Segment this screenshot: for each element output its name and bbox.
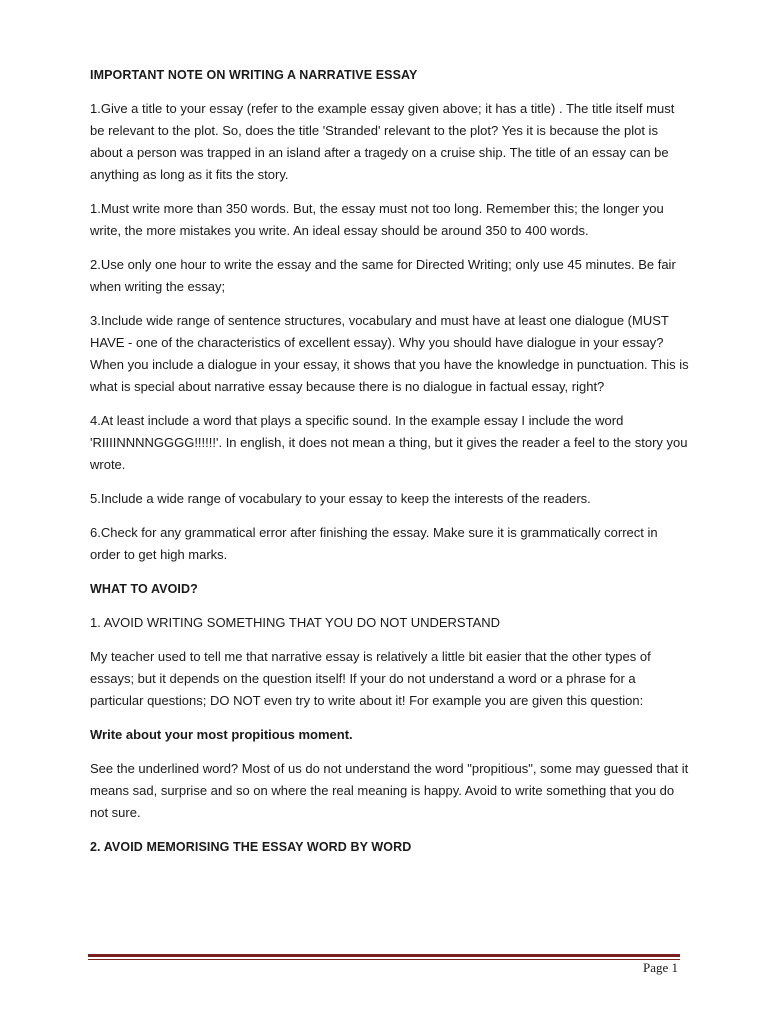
- paragraph-vocabulary: 5.Include a wide range of vocabulary to your essay to keep the interests of the readers.: [90, 491, 591, 506]
- avoid-item-2: 2. AVOID MEMORISING THE ESSAY WORD BY WORD: [90, 840, 412, 854]
- avoid-item-1: 1. AVOID WRITING SOMETHING THAT YOU DO NOT UNDERSTAND: [90, 615, 501, 630]
- example-question: Write about your most propitious moment.: [90, 727, 353, 742]
- paragraph-time-limit: 2.Use only one hour to write the essay and the same for Directed Writing; only use 45 minutes. Be fair when writing the essay;: [90, 257, 676, 294]
- paragraph-word-count: 1.Must write more than 350 words. But, the essay must not too long. Remember this; the longer you write, the more mistakes you write. An ideal essay should be around 350 to 400 words.: [90, 201, 664, 238]
- page-number: Page 1: [642, 960, 678, 975]
- avoid-heading: WHAT TO AVOID?: [90, 582, 198, 596]
- paragraph-teacher: My teacher used to tell me that narrative essay is relatively a little bit easier that the other types of essays; but it depends on the question itself! If your do not understand a word or a phrase for a particular questions; DO NOT even try to write about it! For example you are given this question:: [90, 649, 651, 708]
- paragraph-title-tip: 1.Give a title to your essay (refer to the example essay given above; it has a title) . The title itself must be relevant to the plot. So, does the title 'Stranded' relevant to the plot? Yes it is because the plot is about a person was trapped in an island after a tragedy on a cruise ship. The title of an essay can be anything as long as it fits the story.: [90, 101, 675, 182]
- document-body: [90, 64, 690, 870]
- footer-rule-thick: [88, 954, 680, 957]
- paragraph-sound-word: 4.At least include a word that plays a specific sound. In the example essay I include the word 'RIIIINNNNGGGG!!!!!!'. In english, it does not mean a thing, but it gives the reader a feel to the story you wrote.: [90, 413, 688, 472]
- footer-rule-thin: [88, 959, 680, 960]
- paragraph-underlined-word: See the underlined word? Most of us do not understand the word "propitious", some may guessed that it means sad, surprise and so on where the real meaning is happy. Avoid to write something that you do not sure.: [90, 761, 689, 820]
- document-title: IMPORTANT NOTE ON WRITING A NARRATIVE ESSAY: [90, 68, 418, 82]
- paragraph-dialogue: 3.Include wide range of sentence structures, vocabulary and must have at least one dialogue (MUST HAVE - one of the characteristics of excellent essay). Why you should have dialogue in your essay? When you include a dialogue in your essay, it shows that you have the knowledge in punctuation. This is what is special about narrative essay because there is no dialogue in factual essay, right?: [90, 313, 689, 394]
- paragraph-grammar-check: 6.Check for any grammatical error after finishing the essay. Make sure it is grammatically correct in order to get high marks.: [90, 525, 658, 562]
